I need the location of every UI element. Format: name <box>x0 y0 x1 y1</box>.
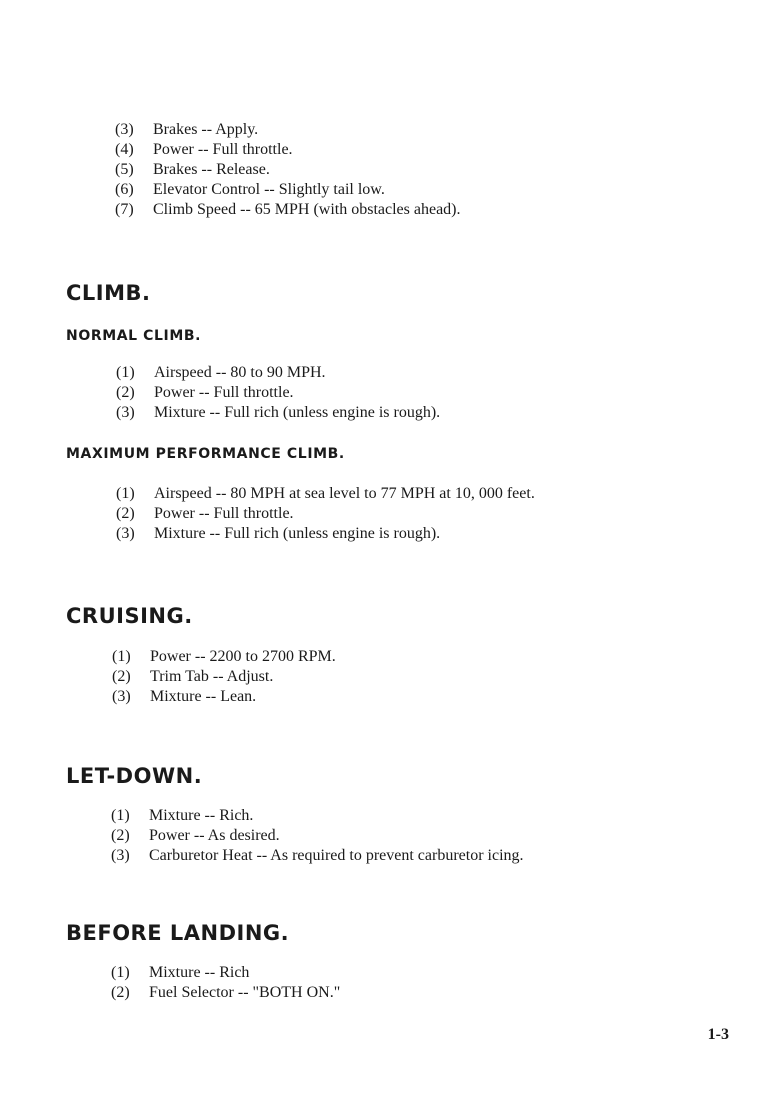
item-number: (1) <box>116 364 135 381</box>
item-number: (2) <box>111 984 130 1001</box>
item-number: (2) <box>116 384 135 401</box>
item-text: Brakes -- Release. <box>153 161 270 178</box>
item-number: (4) <box>115 141 134 158</box>
item-text: Airspeed -- 80 to 90 MPH. <box>154 364 326 381</box>
item-number: (7) <box>115 201 134 218</box>
item-text: Carburetor Heat -- As required to prevent carburetor icing. <box>149 847 524 864</box>
item-text: Power -- As desired. <box>149 827 280 844</box>
item-number: (3) <box>115 121 134 138</box>
item-number: (1) <box>112 648 131 665</box>
item-number: (1) <box>116 485 135 502</box>
item-text: Power -- Full throttle. <box>154 505 294 522</box>
item-text: Mixture -- Rich <box>149 964 250 981</box>
section-heading-before-landing: BEFORE LANDING. <box>66 921 290 945</box>
subsection-heading-maximum-climb: MAXIMUM PERFORMANCE CLIMB. <box>66 446 345 462</box>
item-text: Mixture -- Lean. <box>150 688 257 705</box>
item-text: Mixture -- Full rich (unless engine is rough). <box>154 525 441 542</box>
item-text: Trim Tab -- Adjust. <box>150 668 274 685</box>
page-number: 1-3 <box>707 1026 729 1043</box>
item-text: Climb Speed -- 65 MPH (with obstacles ahead). <box>153 201 461 218</box>
item-number: (5) <box>115 161 134 178</box>
item-text: Airspeed -- 80 MPH at sea level to 77 MPH at 10, 000 feet. <box>154 485 535 502</box>
item-number: (2) <box>112 668 131 685</box>
item-text: Mixture -- Full rich (unless engine is rough). <box>154 404 441 421</box>
item-number: (1) <box>111 807 130 824</box>
item-number: (3) <box>112 688 131 705</box>
item-number: (1) <box>111 964 130 981</box>
item-number: (2) <box>116 505 135 522</box>
item-text: Brakes -- Apply. <box>153 121 259 138</box>
item-number: (2) <box>111 827 130 844</box>
item-number: (3) <box>111 847 130 864</box>
item-text: Power -- Full throttle. <box>153 141 293 158</box>
subsection-heading-normal-climb: NORMAL CLIMB. <box>66 328 202 344</box>
item-number: (3) <box>116 404 135 421</box>
section-heading-climb: CLIMB. <box>66 281 151 305</box>
item-text: Mixture -- Rich. <box>149 807 254 824</box>
item-text: Elevator Control -- Slightly tail low. <box>153 181 385 198</box>
item-text: Fuel Selector -- "BOTH ON." <box>149 984 341 1001</box>
item-text: Power -- Full throttle. <box>154 384 294 401</box>
item-number: (6) <box>115 181 134 198</box>
section-heading-cruising: CRUISING. <box>66 604 193 628</box>
item-number: (3) <box>116 525 135 542</box>
item-text: Power -- 2200 to 2700 RPM. <box>150 648 336 665</box>
section-heading-let-down: LET-DOWN. <box>66 764 203 788</box>
